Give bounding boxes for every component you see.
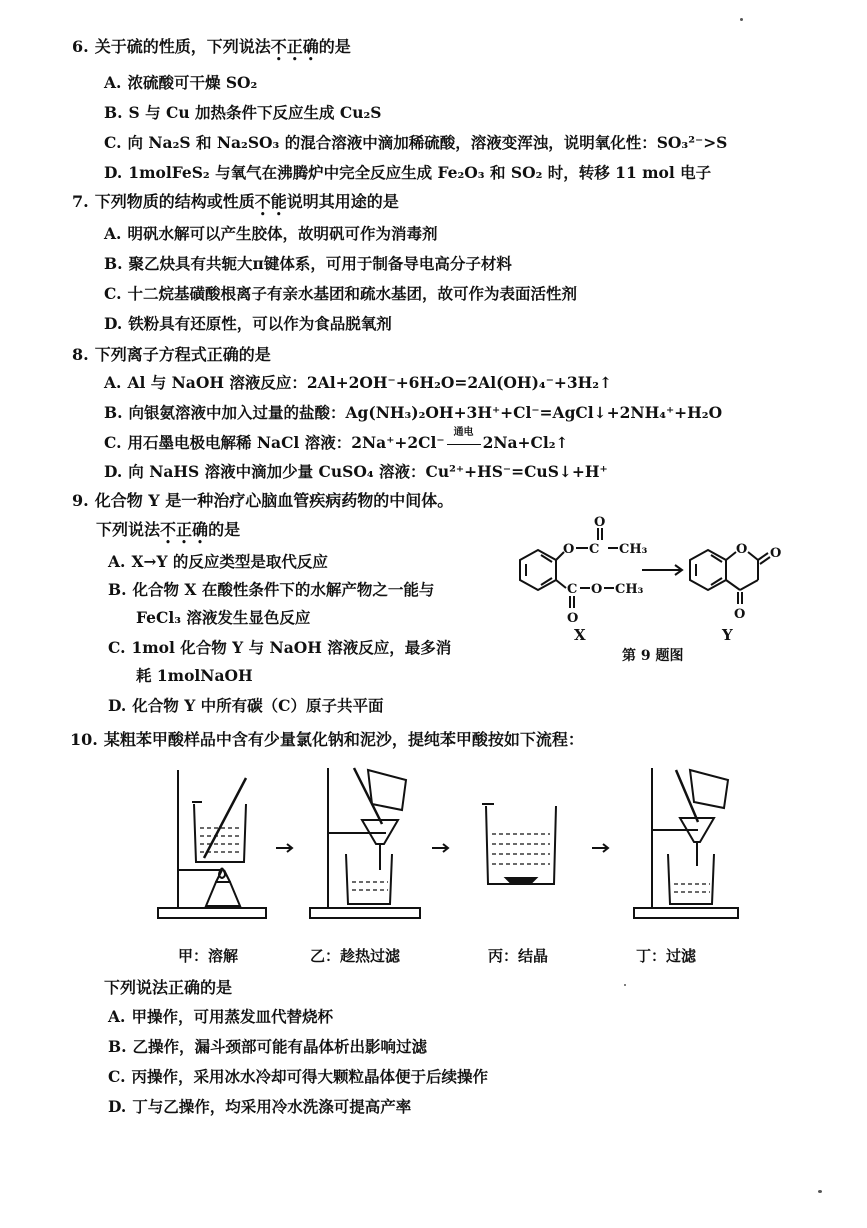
scan-speck [624, 984, 626, 986]
question-10-stem: 10. 某粗苯甲酸样品中含有少量氯化钠和泥沙，提纯苯甲酸按如下流程： [70, 730, 584, 749]
svg-text:X: X [574, 626, 586, 644]
q7-option-a: A. 明矾水解可以产生胶体，故明矾可作为消毒剂 [104, 224, 438, 243]
q10-option-c: C. 丙操作，采用冰水冷却可得大颗粒晶体便于后续操作 [108, 1067, 488, 1086]
question-9-sub-stem: 下列说法不正确的是 [96, 520, 241, 539]
q10-lab-figure [150, 758, 750, 928]
question-8-stem: 8. 下列离子方程式正确的是 [72, 345, 271, 364]
electrolysis-arrow: 通电 [447, 433, 481, 452]
q9-reaction-figure [500, 508, 800, 668]
apparatus-filtration [634, 768, 738, 918]
emphasis-dotted: 不能 [254, 192, 287, 211]
q8-option-c: C. 用石墨电极电解稀 NaCl 溶液：2Na⁺+2Cl⁻ 通电 2Na+Cl₂↑ [104, 427, 569, 452]
q6-option-a: A. 浓硫酸可干燥 SO₂ [104, 73, 258, 92]
emphasis-dotted: 不正确 [160, 520, 209, 539]
svg-text:O: O [736, 542, 748, 557]
q7-option-c: C. 十二烷基磺酸根离子有亲水基团和疏水基团，故可作为表面活性剂 [104, 284, 577, 303]
step-label-filtration: 丁：过滤 [636, 947, 697, 965]
q8-option-a: A. Al 与 NaOH 溶液反应：2Al+2OH⁻+6H₂O=2Al(OH)₄⁻+3H₂↑ [104, 373, 613, 392]
q10-option-b: B. 乙操作，漏斗颈部可能有晶体析出影响过滤 [108, 1037, 428, 1056]
q10-option-a: A. 甲操作，可用蒸发皿代替烧杯 [108, 1007, 333, 1026]
step-label-crystallization: 丙：结晶 [488, 947, 549, 965]
q9-figure-caption: 第 9 题图 [622, 648, 684, 664]
q6-option-d: D. 1molFeS₂ 与氧气在沸腾炉中完全反应生成 Fe₂O₃ 和 SO₂ 时，转移 11 mol 电子 [104, 163, 712, 182]
apparatus-dissolve [158, 770, 266, 918]
svg-text:CH₃: CH₃ [615, 582, 644, 597]
question-9-stem: 9. 化合物 Y 是一种治疗心脑血管疾病药物的中间体。 [72, 491, 454, 510]
svg-text:CH₃: CH₃ [619, 542, 648, 557]
question-10-sub-stem: 下列说法正确的是 [104, 978, 233, 997]
q7-option-d: D. 铁粉具有还原性，可以作为食品脱氧剂 [104, 314, 392, 333]
svg-text:O: O [591, 582, 603, 597]
q8-option-d: D. 向 NaHS 溶液中滴加少量 CuSO₄ 溶液：Cu²⁺+HS⁻=CuS↓+H⁺ [104, 462, 608, 481]
q9-option-b-cont: FeCl₃ 溶液发生显色反应 [136, 608, 311, 627]
q10-option-d: D. 丁与乙操作，均采用冷水洗涤可提高产率 [108, 1097, 412, 1116]
scan-speck [818, 1190, 822, 1193]
q9-option-b: B. 化合物 X 在酸性条件下的水解产物之一能与 [108, 580, 435, 599]
q6-option-b: B. S 与 Cu 加热条件下反应生成 Cu₂S [104, 103, 382, 122]
scan-speck [740, 18, 743, 21]
q9-option-a: A. X→Y 的反应类型是取代反应 [108, 552, 328, 571]
svg-text:O: O [563, 542, 575, 557]
apparatus-hot-filtration [310, 768, 420, 918]
q9-option-c: C. 1mol 化合物 Y 与 NaOH 溶液反应，最多消 [108, 638, 452, 657]
question-6-stem: 6. 关于硫的性质，下列说法不正确的是 [72, 37, 351, 56]
svg-text:O: O [594, 515, 606, 530]
q8-option-b: B. 向银氨溶液中加入过量的盐酸：Ag(NH₃)₂OH+3H⁺+Cl⁻=AgCl↓+2NH₄⁺+H₂O [104, 403, 723, 422]
svg-text:O: O [734, 607, 746, 622]
svg-text:O: O [567, 611, 579, 626]
step-label-hot-filtration: 乙：趁热过滤 [310, 947, 401, 965]
question-7-stem: 7. 下列物质的结构或性质不能说明其用途的是 [72, 192, 399, 211]
q7-option-b: B. 聚乙炔具有共轭大π键体系，可用于制备导电高分子材料 [104, 254, 512, 273]
emphasis-dotted: 不正确 [270, 37, 319, 56]
step-label-dissolve: 甲：溶解 [178, 947, 239, 965]
svg-text:C: C [589, 542, 600, 557]
q6-option-c: C. 向 Na₂S 和 Na₂SO₃ 的混合溶液中滴加稀硫酸，溶液变浑浊，说明氧化性：SO₃²⁻>S [104, 133, 728, 152]
svg-text:Y: Y [722, 626, 733, 644]
q9-option-c-cont: 耗 1molNaOH [136, 666, 253, 685]
q9-option-d: D. 化合物 Y 中所有碳（C）原子共平面 [108, 696, 384, 715]
svg-text:O: O [770, 546, 782, 561]
svg-text:C: C [567, 582, 578, 597]
apparatus-crystallization [482, 804, 556, 884]
